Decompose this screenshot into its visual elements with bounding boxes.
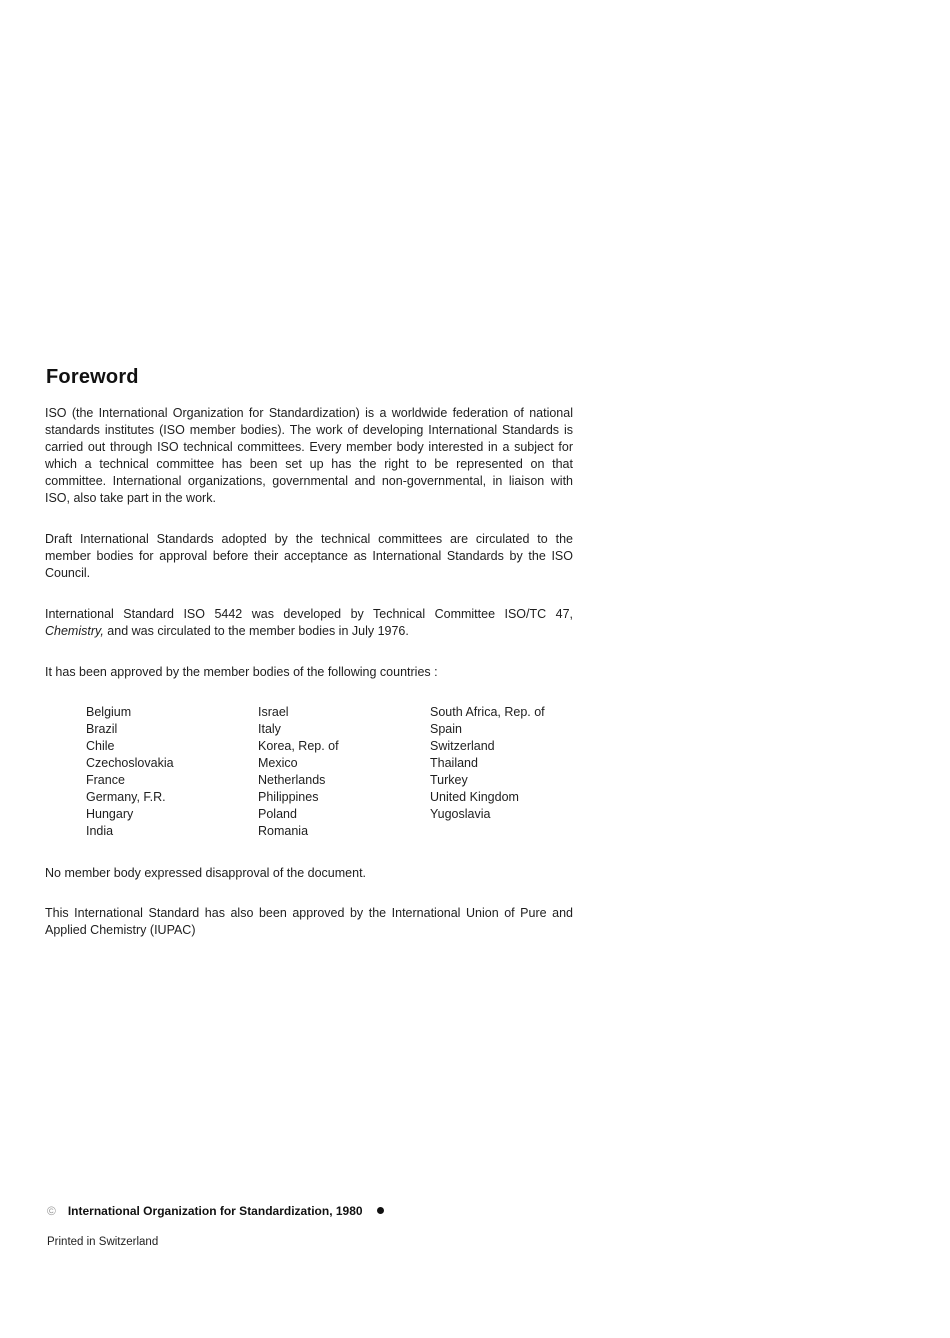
country-item: Netherlands (258, 773, 326, 787)
country-item: Hungary (86, 807, 134, 821)
country-item: Korea, Rep. of (258, 739, 339, 753)
country-list (86, 704, 606, 844)
country-item: Romania (258, 824, 309, 838)
country-item: Israel (258, 705, 289, 719)
country-item: Spain (430, 722, 462, 736)
foreword-paragraph-approval-intro: It has been approved by the member bodies of the following countries : (45, 665, 438, 679)
foreword-paragraph-iso-intro: ISO (the International Organization for Standardization) is a worldwide federation of national standards institutes (ISO member bodies). The work of developing International Standards is carried out through ISO technical committees. Every member body interested in a subject for which a technical committee has been set up has the right to be represented on that committee. International organizations, governmental and non-governmental, in liaison with ISO, also take part in the work. (45, 406, 573, 505)
foreword-paragraph-draft-standards: Draft International Standards adopted by the technical committees are circulated to the member bodies for approval before their acceptance as International Standards by the ISO Council. (45, 532, 573, 580)
country-item: Yugoslavia (430, 807, 491, 821)
development-text-end: and was circulated to the member bodies in July 1976. (107, 624, 409, 638)
country-item: Chile (86, 739, 115, 753)
country-column-3 (430, 704, 545, 823)
foreword-paragraph-iupac: This International Standard has also been approved by the International Union of Pure and Applied Chemistry (IUPAC) (45, 906, 573, 937)
page-title: Foreword (46, 366, 139, 388)
country-item: United Kingdom (430, 790, 519, 804)
development-text-start: International Standard ISO 5442 was developed by Technical Committee ISO/TC 47, (45, 607, 573, 621)
printed-location: Printed in Switzerland (47, 1236, 159, 1248)
country-item: Poland (258, 807, 297, 821)
foreword-paragraph-development (45, 606, 573, 640)
country-item: Mexico (258, 756, 298, 770)
country-item: Belgium (86, 705, 132, 719)
country-column-2 (258, 704, 339, 840)
country-item: Turkey (430, 773, 468, 787)
copyright-text: International Organization for Standardization, 1980 (67, 1204, 363, 1218)
country-item: Brazil (86, 722, 118, 736)
country-item: Switzerland (430, 739, 495, 753)
country-item: Thailand (430, 756, 478, 770)
country-item: Philippines (258, 790, 319, 804)
country-item: France (86, 773, 125, 787)
country-item: Italy (258, 722, 281, 736)
foreword-paragraph-no-disapproval: No member body expressed disapproval of the document. (45, 866, 367, 880)
bullet-dot-icon (377, 1207, 384, 1214)
country-item: India (86, 824, 114, 838)
copyright-icon: © (47, 1204, 56, 1218)
country-item: South Africa, Rep. of (430, 705, 545, 719)
country-item: Germany, F.R. (86, 790, 166, 804)
country-column-1 (86, 704, 174, 840)
country-item: Czechoslovakia (86, 756, 174, 770)
copyright-line (47, 1203, 384, 1219)
committee-subject: Chemistry, (45, 624, 104, 638)
